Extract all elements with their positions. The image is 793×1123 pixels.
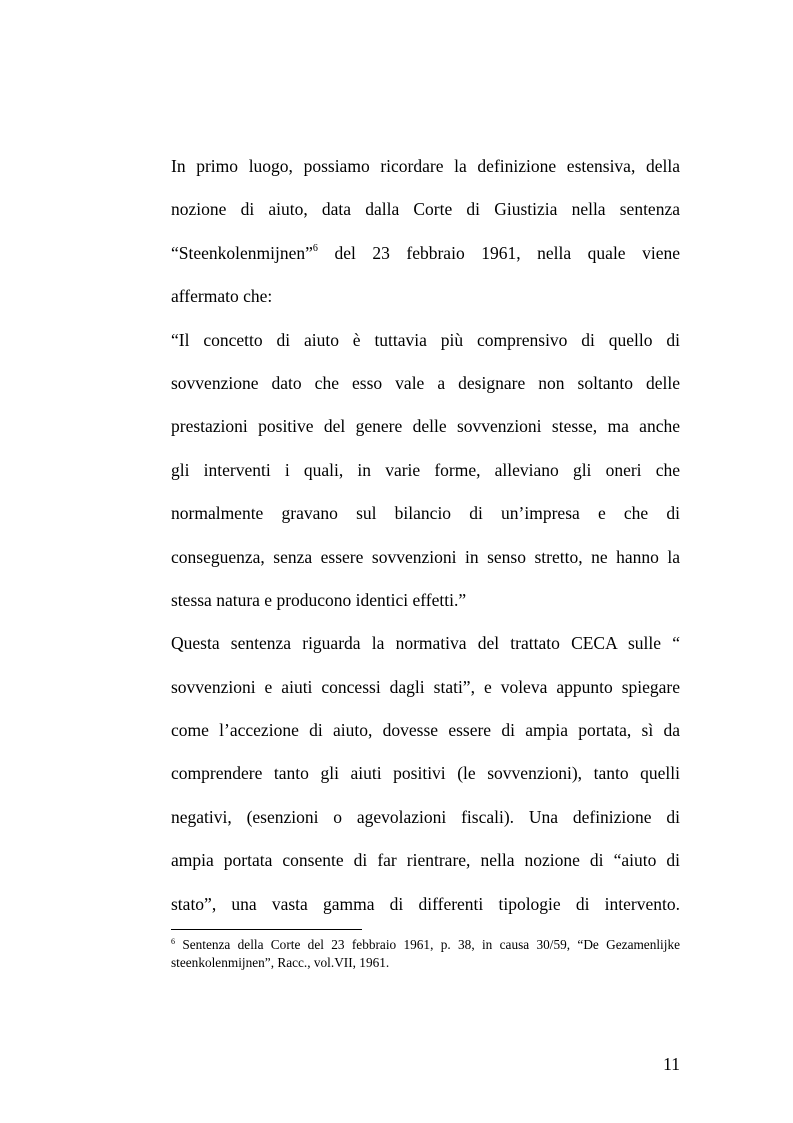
footnote-divider bbox=[171, 929, 362, 930]
body-line: gli interventi i quali, in varie forme, alleviano gli oneri che bbox=[171, 459, 680, 480]
body-line: ampia portata consente di far rientrare, nella nozione di “aiuto di bbox=[171, 850, 680, 871]
body-line: normalmente gravano sul bilancio di un’impresa e che di bbox=[171, 503, 680, 524]
body-line-end: del 23 febbraio 1961, nella quale viene bbox=[317, 242, 680, 263]
footnote-reference: 6 bbox=[312, 242, 318, 254]
body-line: conseguenza, senza essere sovvenzioni in senso stretto, ne hanno la bbox=[171, 546, 680, 567]
footnote-line: steenkolenmijnen”, Racc., vol.VII, 1961. bbox=[171, 954, 390, 970]
footnote-line bbox=[171, 936, 680, 954]
body-line: nozione di aiuto, data dalla Corte di Giustizia nella sentenza bbox=[171, 199, 680, 220]
body-line: In primo luogo, possiamo ricordare la definizione estensiva, della bbox=[171, 156, 680, 176]
body-line: sovvenzione dato che esso vale a designare non soltanto delle bbox=[171, 372, 680, 393]
body-line: affermato che: bbox=[171, 286, 273, 307]
page-number: 11 bbox=[663, 1054, 680, 1074]
body-line: Questa sentenza riguarda la normativa del trattato CECA sulle “ bbox=[171, 633, 680, 654]
body-line: negativi, (esenzioni o agevolazioni fiscali). Una definizione di bbox=[171, 806, 680, 827]
body-line: come l’accezione di aiuto, dovesse essere di ampia portata, sì da bbox=[171, 720, 680, 741]
body-line: sovvenzioni e aiuti concessi dagli stati”, e voleva appunto spiegare bbox=[171, 676, 680, 697]
body-line: prestazioni positive del genere delle sovvenzioni stesse, ma anche bbox=[171, 416, 680, 437]
body-text bbox=[171, 145, 680, 926]
footnote bbox=[171, 936, 680, 971]
body-line: comprendere tanto gli aiuti positivi (le sovvenzioni), tanto quelli bbox=[171, 763, 680, 784]
footnote-number: 6 bbox=[171, 937, 175, 946]
body-line: “Il concetto di aiuto è tuttavia più comprensivo di quello di bbox=[171, 329, 680, 350]
body-line: stessa natura e producono identici effetti.” bbox=[171, 589, 467, 610]
footnote-text: Sentenza della Corte del 23 febbraio 1961, p. 38, in causa 30/59, “De Gezamenlijke bbox=[175, 937, 680, 952]
body-line: stato”, una vasta gamma di differenti tipologie di intervento. bbox=[171, 893, 680, 914]
body-line-with-footnote-ref bbox=[171, 232, 680, 275]
body-line-start: “Steenkolenmijnen” bbox=[171, 242, 313, 263]
